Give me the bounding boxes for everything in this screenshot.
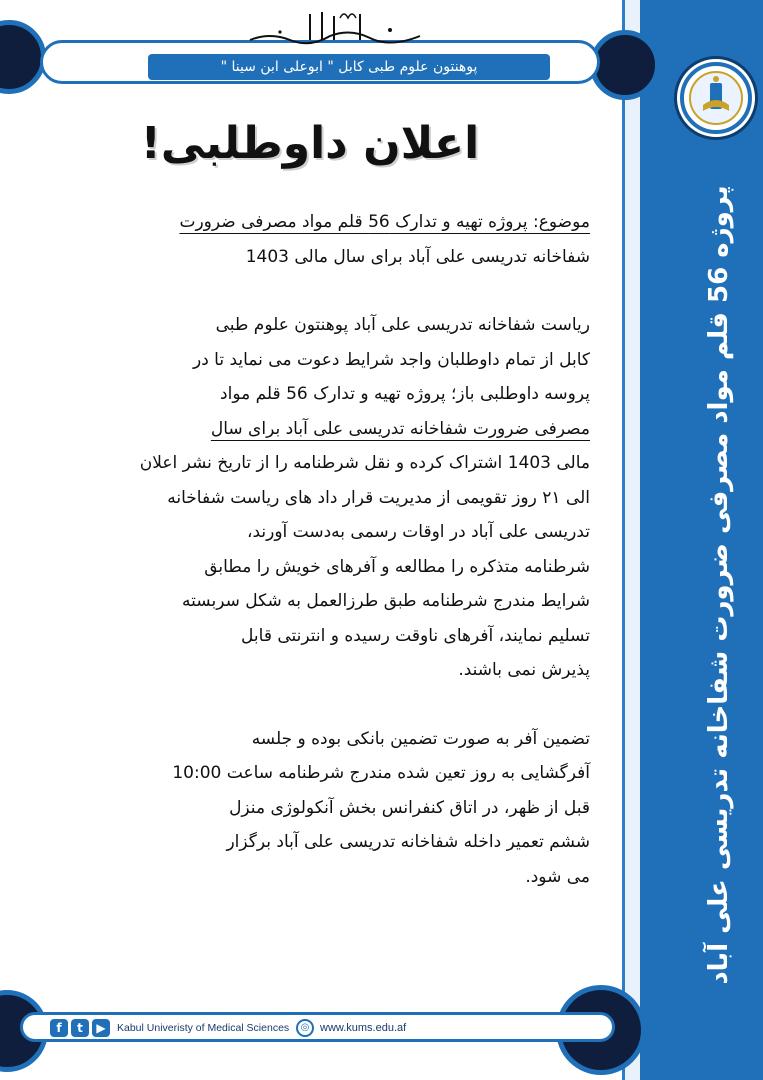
decorative-circle-top-right [590,30,660,100]
paragraph-invitation [90,308,590,688]
paragraph2-line-5: می شود. [525,866,590,887]
paragraph2-line-1: تضمین آفر به صورت تضمین بانکی بوده و جلسه [251,728,590,749]
paragraph1-line-1: ریاست شفاخانه تدریسی علی آباد پوهنتون علوم طبی [215,315,590,335]
footer-university-name: Kabul Univeristy of Medical Sciences [117,1022,290,1034]
paragraph1-line-2: کابل از تمام داوطلبان واجد شرایط دعوت می نماید تا در [192,349,590,370]
footer-website-block [296,1018,406,1038]
university-logo [674,56,758,140]
basmala-calligraphy-drawing [240,6,440,48]
paragraph2-line-2: آفرگشایی به روز تعین شده مندرج شرطنامه ساعت 10:00 [172,763,590,783]
twitter-icon[interactable]: t [71,1019,89,1037]
subject-line-2: شفاخانه تدریسی علی آباد برای سال مالی 1403 [245,246,590,267]
vertical-project-title: پروژه 56 قلم مواد مصرفی ضرورت شفاخانه تدریسی علی آباد [704,185,734,985]
announcement-title: اعلان داوطلبی! [140,118,480,169]
announcement-body [90,205,590,894]
footer-website-link[interactable]: www.kums.edu.af [320,1022,407,1034]
paragraph1-line-3: پروسه داوطلبی باز؛ پروژه تهیه و تدارک 56 قلم مواد [220,384,590,404]
paragraph1-line-8: شرطنامه متذکره را مطالعه و آفرهای خویش را مطابق [204,556,590,577]
institution-label: پوهنتون علوم طبی کابل " ابوعلی ابن سینا " [148,54,550,80]
globe-icon: ◎ [296,1019,314,1037]
paragraph1-line-6: الی ۲۱ روز تقویمی از مدیریت قرار داد های ریاست شفاخانه [167,487,590,508]
subject-block [90,205,590,274]
youtube-icon[interactable]: ▶ [92,1019,110,1037]
footer-social [50,1018,289,1038]
paragraph2-line-4: ششم تعمیر داخله شفاخانه تدریسی علی آباد برگزار [226,832,590,852]
decorative-circle-top-left [0,20,46,94]
basmala-calligraphy [240,6,440,48]
subject-line-1: موضوع: پروژه تهیه و تدارک 56 قلم مواد مصرفی ضرورت [179,212,590,232]
paragraph1-line-4: مصرفی ضرورت شفاخانه تدریسی علی آباد برای سال [210,418,590,439]
paragraph1-line-5: مالی 1403 اشتراک کرده و نقل شرطنامه را از تاریخ نشر اعلان [139,453,590,473]
paragraph2-line-3: قبل از ظهر، در اتاق کنفرانس بخش آنکولوژی منزل [229,797,590,818]
right-sidebar [640,0,763,1080]
paragraph1-line-7: تدریسی علی آباد در اوقات رسمی به‌دست آورند، [246,522,590,542]
facebook-icon[interactable]: f [50,1019,68,1037]
paragraph1-line-10: تسلیم نمایند، آفرهای ناوقت رسیده و انترنتی قابل [241,625,590,646]
paragraph1-line-9: شرایط مندرج شرطنامه طبق طرزالعمل به شکل سربسته [182,591,590,611]
paragraph1-line-11: پذیرش نمی باشند. [458,660,590,680]
paragraph-guarantee [90,722,590,895]
